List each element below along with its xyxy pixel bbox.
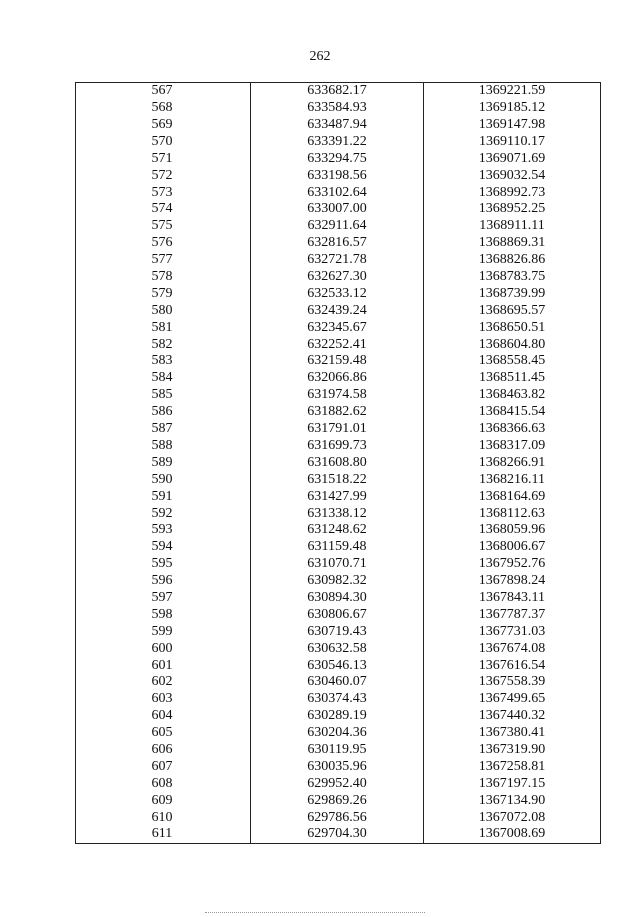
y-coordinate-cell: 1368366.63 bbox=[478, 421, 546, 437]
y-coordinate-cell: 1368992.73 bbox=[478, 184, 546, 200]
x-coordinate-cell: 631248.62 bbox=[251, 522, 424, 539]
x-coordinate-cell: 633487.94 bbox=[251, 117, 424, 134]
x-coordinate-cell: 632252.41 bbox=[251, 336, 424, 353]
y-coordinate-cell: 1368317.09 bbox=[478, 437, 546, 453]
y-coordinate-cell: 1367616.54 bbox=[478, 657, 546, 673]
y-coordinate-cell: 1368869.31 bbox=[478, 235, 546, 251]
y-coordinate-cell: 1367499.65 bbox=[478, 691, 546, 707]
point-number-cell: 582 bbox=[76, 336, 251, 353]
point-number-cell: 577 bbox=[76, 252, 251, 269]
x-coordinate-cell: 633007.00 bbox=[251, 201, 424, 218]
table-row bbox=[76, 319, 601, 336]
table-row bbox=[76, 353, 601, 370]
x-coordinate-cell: 632439.24 bbox=[251, 303, 424, 320]
table-row bbox=[76, 286, 601, 303]
point-number-cell: 585 bbox=[76, 387, 251, 404]
x-coordinate-cell: 631070.71 bbox=[251, 556, 424, 573]
table-row bbox=[76, 708, 601, 725]
table-row bbox=[76, 83, 601, 100]
table-row bbox=[76, 134, 601, 151]
point-number-cell: 591 bbox=[76, 488, 251, 505]
y-coordinate-cell: 1369071.69 bbox=[478, 150, 546, 166]
point-number-cell: 592 bbox=[76, 505, 251, 522]
x-coordinate-cell: 631338.12 bbox=[251, 505, 424, 522]
x-coordinate-cell: 630289.19 bbox=[251, 708, 424, 725]
point-number-cell: 597 bbox=[76, 590, 251, 607]
y-coordinate-cell: 1367731.03 bbox=[478, 623, 546, 639]
y-coordinate-cell: 1368783.75 bbox=[478, 269, 546, 285]
point-number-cell: 608 bbox=[76, 776, 251, 793]
point-number-cell: 599 bbox=[76, 624, 251, 641]
x-coordinate-cell: 632066.86 bbox=[251, 370, 424, 387]
y-coordinate-cell: 1368266.91 bbox=[478, 454, 546, 470]
y-coordinate-cell: 1368826.86 bbox=[478, 252, 546, 268]
table-row bbox=[76, 624, 601, 641]
x-coordinate-cell: 632345.67 bbox=[251, 319, 424, 336]
y-coordinate-cell: 1368695.57 bbox=[478, 302, 546, 318]
y-coordinate-cell: 1367787.37 bbox=[478, 606, 546, 622]
x-coordinate-cell: 632533.12 bbox=[251, 286, 424, 303]
y-coordinate-cell: 1368604.80 bbox=[478, 336, 546, 352]
y-coordinate-cell: 1368650.51 bbox=[478, 319, 546, 335]
x-coordinate-cell: 631974.58 bbox=[251, 387, 424, 404]
point-number-cell: 574 bbox=[76, 201, 251, 218]
table-row bbox=[76, 742, 601, 759]
point-number-cell: 594 bbox=[76, 539, 251, 556]
x-coordinate-cell: 633682.17 bbox=[251, 83, 424, 100]
x-coordinate-cell: 631159.48 bbox=[251, 539, 424, 556]
table-row bbox=[76, 792, 601, 809]
table-row bbox=[76, 725, 601, 742]
table-row bbox=[76, 201, 601, 218]
y-coordinate-cell: 1367319.90 bbox=[478, 741, 546, 757]
table-row bbox=[76, 809, 601, 826]
x-coordinate-cell: 630204.36 bbox=[251, 725, 424, 742]
point-number-cell: 584 bbox=[76, 370, 251, 387]
table-row bbox=[76, 438, 601, 455]
y-coordinate-cell: 1367134.90 bbox=[478, 792, 546, 808]
y-coordinate-cell: 1368415.54 bbox=[478, 404, 546, 420]
y-coordinate-cell: 1368739.99 bbox=[478, 285, 546, 301]
table-row bbox=[76, 404, 601, 421]
y-coordinate-cell: 1368059.96 bbox=[478, 522, 546, 538]
coordinate-table bbox=[75, 82, 601, 844]
x-coordinate-cell: 630546.13 bbox=[251, 657, 424, 674]
table-row bbox=[76, 252, 601, 269]
x-coordinate-cell: 632816.57 bbox=[251, 235, 424, 252]
point-number-cell: 575 bbox=[76, 218, 251, 235]
y-coordinate-cell: 1369147.98 bbox=[478, 117, 546, 133]
table-row bbox=[76, 370, 601, 387]
y-coordinate-cell: 1369110.17 bbox=[479, 133, 545, 149]
x-coordinate-cell: 633294.75 bbox=[251, 151, 424, 168]
x-coordinate-cell: 629869.26 bbox=[251, 792, 424, 809]
table-row bbox=[76, 303, 601, 320]
y-coordinate-cell: 1367008.69 bbox=[478, 826, 546, 842]
y-coordinate-cell: 1369185.12 bbox=[478, 100, 546, 116]
point-number-cell: 572 bbox=[76, 167, 251, 184]
point-number-cell: 600 bbox=[76, 640, 251, 657]
table-row bbox=[76, 167, 601, 184]
table-row bbox=[76, 218, 601, 235]
point-number-cell: 602 bbox=[76, 674, 251, 691]
table-row bbox=[76, 184, 601, 201]
x-coordinate-cell: 630719.43 bbox=[251, 624, 424, 641]
table-row bbox=[76, 556, 601, 573]
y-coordinate-cell: 1367072.08 bbox=[478, 809, 546, 825]
y-coordinate-cell: 1368463.82 bbox=[478, 387, 546, 403]
table-row bbox=[76, 776, 601, 793]
table-row bbox=[76, 117, 601, 134]
point-number-cell: 587 bbox=[76, 421, 251, 438]
point-number-cell: 576 bbox=[76, 235, 251, 252]
table-row bbox=[76, 826, 601, 843]
y-coordinate-cell: 1367898.24 bbox=[478, 573, 546, 589]
x-coordinate-cell: 630460.07 bbox=[251, 674, 424, 691]
x-coordinate-cell: 633391.22 bbox=[251, 134, 424, 151]
point-number-cell: 607 bbox=[76, 759, 251, 776]
table-row bbox=[76, 100, 601, 117]
scan-artifact-line bbox=[205, 912, 425, 914]
x-coordinate-cell: 630119.95 bbox=[251, 742, 424, 759]
x-coordinate-cell: 632627.30 bbox=[251, 269, 424, 286]
x-coordinate-cell: 632159.48 bbox=[251, 353, 424, 370]
table-row bbox=[76, 759, 601, 776]
x-coordinate-cell: 633102.64 bbox=[251, 184, 424, 201]
point-number-cell: 605 bbox=[76, 725, 251, 742]
table-row bbox=[76, 657, 601, 674]
point-number-cell: 578 bbox=[76, 269, 251, 286]
point-number-cell: 610 bbox=[76, 809, 251, 826]
x-coordinate-cell: 630806.67 bbox=[251, 607, 424, 624]
table-row bbox=[76, 488, 601, 505]
y-coordinate-cell: 1368911.11 bbox=[479, 218, 545, 234]
x-coordinate-cell: 630632.58 bbox=[251, 640, 424, 657]
y-coordinate-cell: 1367258.81 bbox=[478, 758, 546, 774]
y-coordinate-cell: 1367843.11 bbox=[479, 589, 545, 605]
point-number-cell: 571 bbox=[76, 151, 251, 168]
point-number-cell: 581 bbox=[76, 319, 251, 336]
y-coordinate-cell: 1369221.59 bbox=[478, 83, 546, 99]
point-number-cell: 570 bbox=[76, 134, 251, 151]
point-number-cell: 598 bbox=[76, 607, 251, 624]
x-coordinate-cell: 631882.62 bbox=[251, 404, 424, 421]
table-row bbox=[76, 522, 601, 539]
table-row bbox=[76, 607, 601, 624]
y-coordinate-cell: 1367380.41 bbox=[478, 725, 546, 741]
table-row bbox=[76, 235, 601, 252]
x-coordinate-cell: 631699.73 bbox=[251, 438, 424, 455]
y-coordinate-cell: 1368006.67 bbox=[478, 539, 546, 555]
x-coordinate-cell: 630035.96 bbox=[251, 759, 424, 776]
y-coordinate-cell: 1368511.45 bbox=[479, 370, 545, 386]
point-number-cell: 590 bbox=[76, 471, 251, 488]
point-number-cell: 579 bbox=[76, 286, 251, 303]
y-coordinate-cell: 1368164.69 bbox=[478, 488, 546, 504]
table-row bbox=[76, 640, 601, 657]
y-coordinate-cell: 1368112.63 bbox=[479, 505, 545, 521]
table-row bbox=[76, 505, 601, 522]
point-number-cell: 611 bbox=[76, 826, 251, 843]
point-number-cell: 596 bbox=[76, 573, 251, 590]
table-row bbox=[76, 421, 601, 438]
x-coordinate-cell: 630894.30 bbox=[251, 590, 424, 607]
x-coordinate-cell: 630982.32 bbox=[251, 573, 424, 590]
y-coordinate-cell: 1367558.39 bbox=[478, 674, 546, 690]
table-row bbox=[76, 387, 601, 404]
y-coordinate-cell: 1367197.15 bbox=[478, 775, 546, 791]
x-coordinate-cell: 631791.01 bbox=[251, 421, 424, 438]
x-coordinate-cell: 631427.99 bbox=[251, 488, 424, 505]
table-row bbox=[76, 590, 601, 607]
table-row bbox=[76, 573, 601, 590]
y-coordinate-cell: 1367440.32 bbox=[478, 708, 546, 724]
table-row bbox=[76, 336, 601, 353]
x-coordinate-cell: 633584.93 bbox=[251, 100, 424, 117]
x-coordinate-cell: 632721.78 bbox=[251, 252, 424, 269]
table-body bbox=[76, 83, 601, 844]
table-row bbox=[76, 471, 601, 488]
table-row bbox=[76, 269, 601, 286]
point-number-cell: 573 bbox=[76, 184, 251, 201]
y-coordinate-cell: 1367952.76 bbox=[478, 556, 546, 572]
x-coordinate-cell: 629786.56 bbox=[251, 809, 424, 826]
y-coordinate-cell: 1368216.11 bbox=[479, 471, 545, 487]
page-number: 262 bbox=[309, 49, 331, 64]
x-coordinate-cell: 629952.40 bbox=[251, 776, 424, 793]
point-number-cell: 609 bbox=[76, 792, 251, 809]
y-coordinate-cell: 1367674.08 bbox=[478, 640, 546, 656]
y-coordinate-cell: 1368952.25 bbox=[478, 201, 546, 217]
table-row bbox=[76, 151, 601, 168]
point-number-cell: 595 bbox=[76, 556, 251, 573]
x-coordinate-cell: 632911.64 bbox=[251, 218, 424, 235]
point-number-cell: 569 bbox=[76, 117, 251, 134]
x-coordinate-cell: 630374.43 bbox=[251, 691, 424, 708]
y-coordinate-cell: 1368558.45 bbox=[478, 353, 546, 369]
table-row bbox=[76, 674, 601, 691]
point-number-cell: 593 bbox=[76, 522, 251, 539]
point-number-cell: 601 bbox=[76, 657, 251, 674]
point-number-cell: 580 bbox=[76, 303, 251, 320]
table-row bbox=[76, 539, 601, 556]
point-number-cell: 588 bbox=[76, 438, 251, 455]
x-coordinate-cell: 629704.30 bbox=[251, 826, 424, 843]
point-number-cell: 583 bbox=[76, 353, 251, 370]
point-number-cell: 567 bbox=[76, 83, 251, 100]
point-number-cell: 603 bbox=[76, 691, 251, 708]
table-row bbox=[76, 691, 601, 708]
x-coordinate-cell: 631518.22 bbox=[251, 471, 424, 488]
x-coordinate-cell: 631608.80 bbox=[251, 455, 424, 472]
point-number-cell: 604 bbox=[76, 708, 251, 725]
x-coordinate-cell: 633198.56 bbox=[251, 167, 424, 184]
point-number-cell: 568 bbox=[76, 100, 251, 117]
point-number-cell: 586 bbox=[76, 404, 251, 421]
y-coordinate-cell: 1369032.54 bbox=[478, 167, 546, 183]
point-number-cell: 606 bbox=[76, 742, 251, 759]
table-row bbox=[76, 455, 601, 472]
point-number-cell: 589 bbox=[76, 455, 251, 472]
